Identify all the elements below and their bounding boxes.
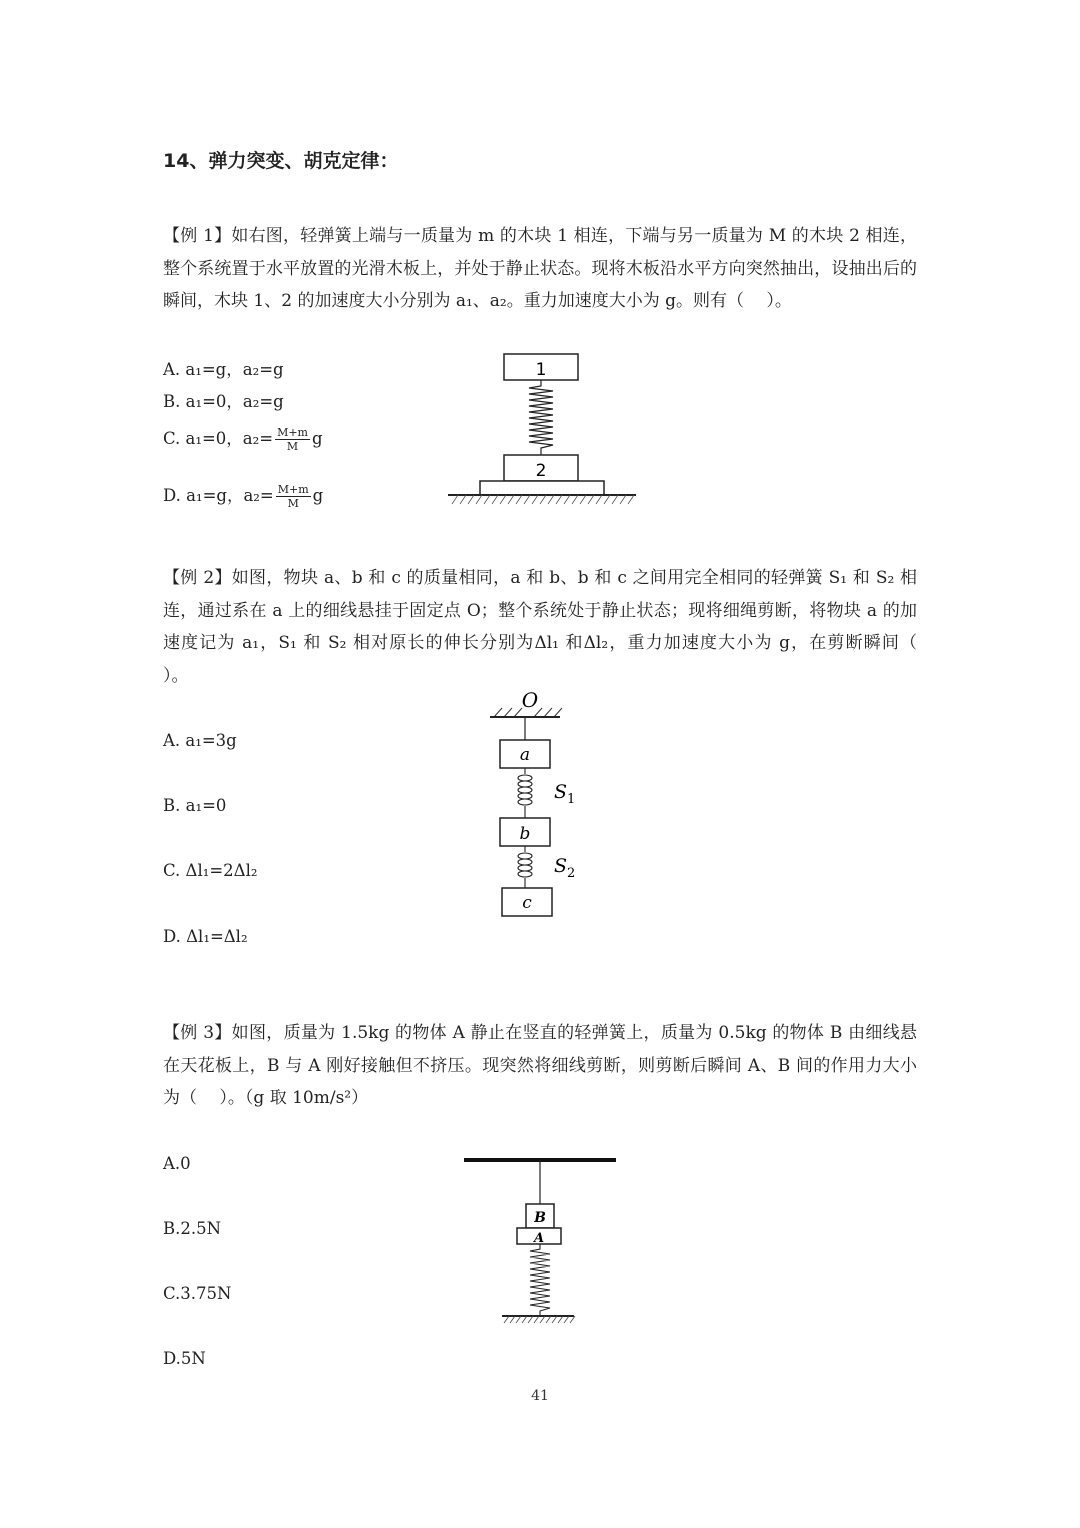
example-3-option-a: A.0 [163, 1154, 191, 1173]
fraction-m-plus-m-over-m [275, 426, 310, 453]
example-2-option-a: A. a₁=3g [163, 731, 237, 750]
option-d-suffix: g [312, 486, 324, 505]
example-2-option-c: C. Δl₁=2Δl₂ [163, 861, 258, 880]
spring-s2-letter: S [554, 855, 568, 877]
example-1-option-d [163, 482, 323, 510]
example-3-option-c: C.3.75N [163, 1284, 232, 1303]
spring-s1-index: 1 [567, 792, 576, 807]
example-3-text: 【例 3】如图，质量为 1.5kg 的物体 A 静止在竖直的轻弹簧上，质量为 0.5kg 的物体 B 由细线悬在天花板上，B 与 A 刚好接触但不挤压。现突然将细线剪断，则剪断后瞬间 A、B 间的作用力大小为（ ）。（g 取 10m/s²） [163, 1023, 917, 1108]
page-number: 41 [531, 1388, 549, 1404]
option-c-suffix: g [312, 429, 323, 448]
fraction-m-plus-m-over-m [276, 483, 311, 510]
section-title: 14、弹力突变、胡克定律： [163, 150, 399, 172]
ground-hatch [504, 1316, 575, 1323]
example-2-option-d: D. Δl₁=Δl₂ [163, 927, 248, 946]
spring-s2 [518, 846, 532, 888]
option-c-prefix: C. a₁=0，a₂= [163, 429, 274, 448]
figure-spring-two-blocks [440, 348, 650, 513]
fraction-denominator: M [286, 440, 299, 453]
example-3-option-d: D.5N [163, 1349, 206, 1368]
example-3-option-b: B.2.5N [163, 1219, 222, 1238]
spring-s1 [518, 768, 532, 818]
fraction-numerator: M+m [277, 483, 309, 496]
point-o-label: O [521, 688, 539, 712]
fraction-numerator: M+m [277, 426, 308, 439]
block-1-label: 1 [535, 360, 547, 380]
option-d-prefix: D. a₁=g，a₂= [163, 486, 274, 505]
spring [530, 1244, 550, 1316]
block-b-label: B [534, 1210, 546, 1226]
block-a-label: a [519, 745, 531, 765]
example-1-option-a: A. a₁=g，a₂=g [163, 360, 284, 379]
spring-s1-letter: S [554, 781, 568, 803]
board [480, 481, 604, 495]
example-1-option-c [163, 425, 323, 453]
example-2-text: 【例 2】如图，物块 a、b 和 c 的质量相同，a 和 b、b 和 c 之间用完全相同的轻弹簧 S₁ 和 S₂ 相连，通过系在 a 上的细线悬挂于固定点 O；整个系统处于静止状态；现将细绳剪断，将物块 a 的加速度记为 a₁，S₁ 和 S₂ 相对原长的伸长分别为Δl₁ 和Δl₂，重力加速度大小为 g，在剪断瞬间（ ）。 [163, 568, 940, 686]
block-a-label: A [533, 1231, 545, 1246]
example-2-option-b: B. a₁=0 [163, 796, 227, 815]
block-2-label: 2 [535, 461, 547, 481]
ground-hatch [452, 495, 634, 504]
figure-hanging-block-spring [460, 1152, 625, 1332]
figure-three-blocks-springs [480, 688, 590, 923]
example-1-text: 【例 1】如右图，轻弹簧上端与一质量为 m 的木块 1 相连，下端与另一质量为 M 的木块 2 相连，整个系统置于水平放置的光滑木板上，并处于静止状态。现将木板沿水平方向突然抽出，设抽出后的瞬间，木块 1、2 的加速度大小分别为 a₁、a₂。重力加速度大小为 g。则有（ ）。 [163, 226, 917, 311]
fraction-denominator: M [287, 497, 299, 510]
spring-s1-label [554, 781, 575, 807]
spring-s2-index: 2 [567, 866, 576, 881]
block-b-label: b [519, 824, 531, 844]
example-1-option-b: B. a₁=0，a₂=g [163, 392, 284, 411]
block-c-label: c [522, 893, 532, 913]
spring [529, 380, 553, 455]
spring-s2-label [554, 855, 575, 881]
